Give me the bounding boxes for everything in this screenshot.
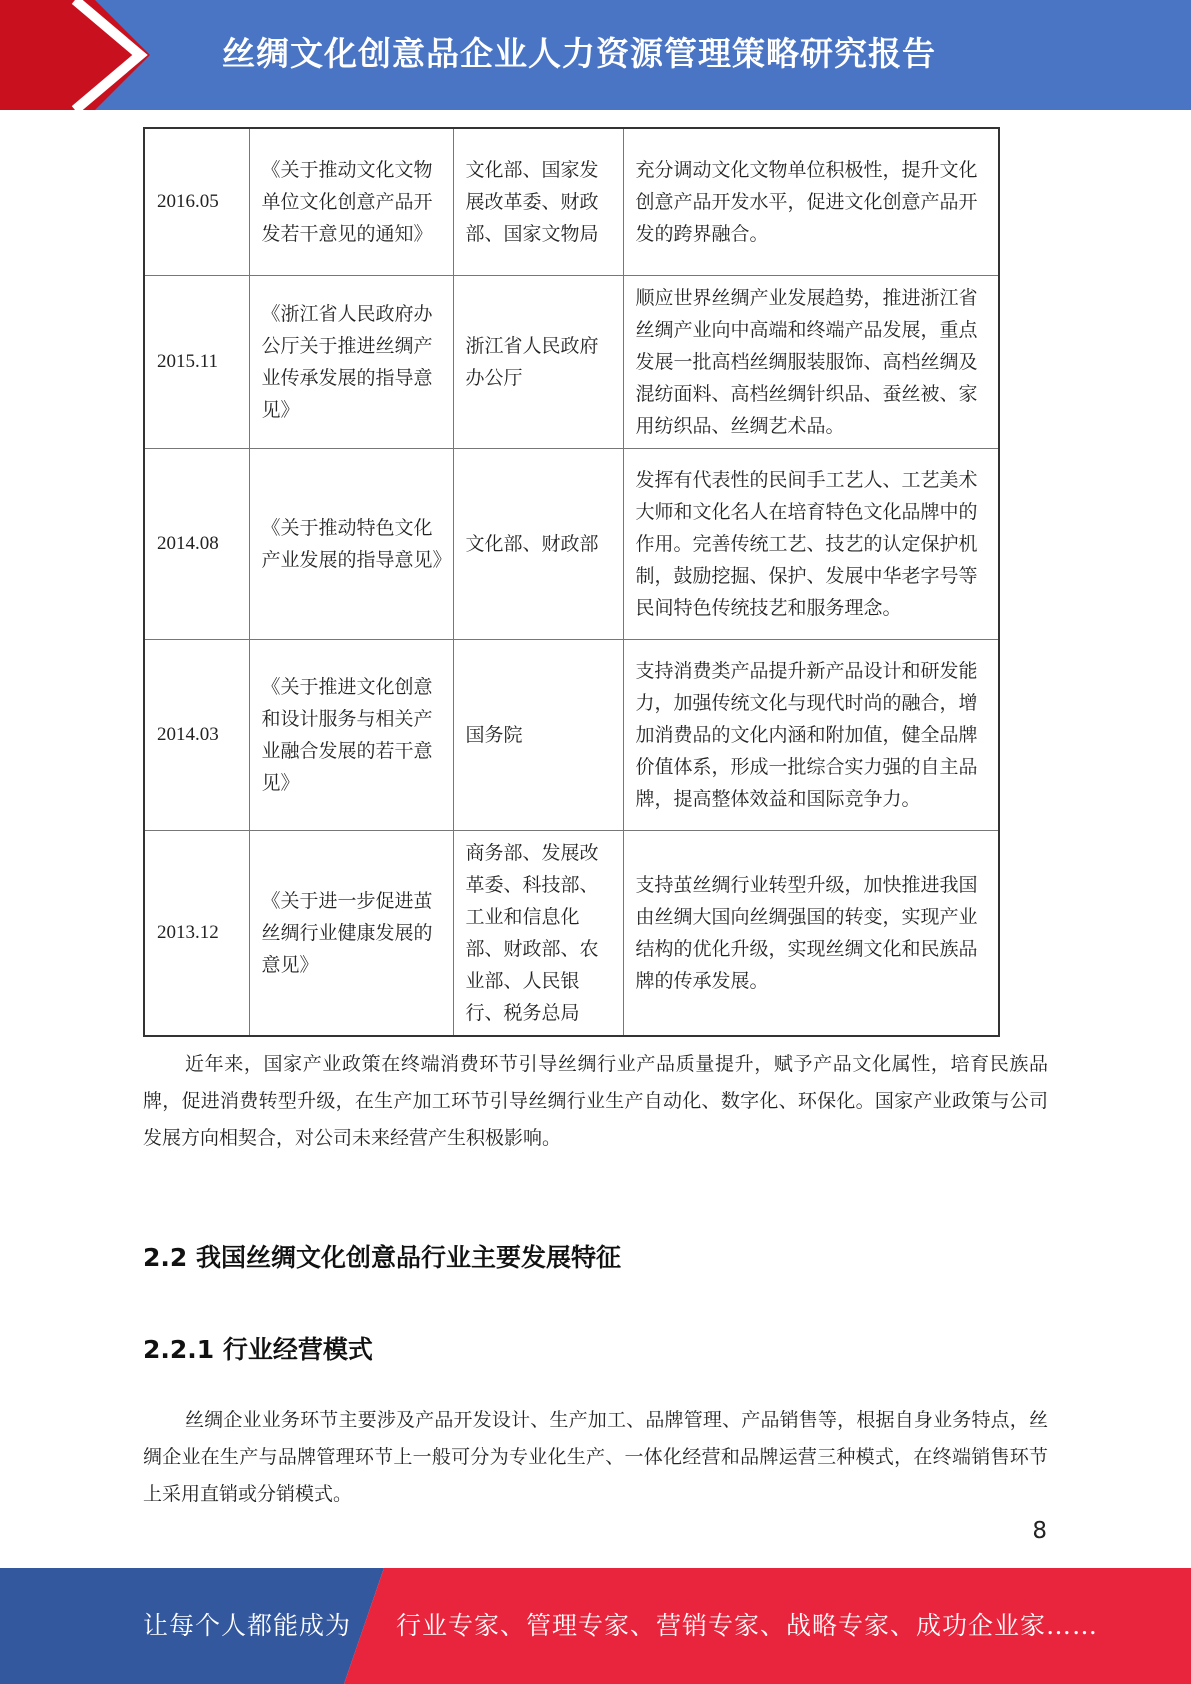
page-header (0, 0, 1191, 110)
policy-issuer: 国务院 (453, 640, 623, 831)
table-row (144, 449, 999, 640)
policy-title: 《关于进一步促进茧丝绸行业健康发展的意见》 (249, 831, 453, 1037)
policy-content: 发挥有代表性的民间手工艺人、工艺美术大师和文化名人在培育特色文化品牌中的作用。完善传统工艺、技艺的认定保护机制，鼓励挖掘、保护、发展中华老字号等民间特色传统技艺和服务理念。 (623, 449, 999, 640)
subsection-heading: 2.2.1 行业经营模式 (143, 1335, 373, 1364)
section-heading: 2.2 我国丝绸文化创意品行业主要发展特征 (143, 1243, 621, 1272)
body-paragraph: 丝绸企业业务环节主要涉及产品开发设计、生产加工、品牌管理、产品销售等，根据自身业务特点，丝绸企业在生产与品牌管理环节上一般可分为专业化生产、一体化经营和品牌运营三种模式，在终端销售环节上采用直销或分销模式。 (143, 1409, 1048, 1505)
page-number: 8 (1032, 1518, 1047, 1544)
policy-title: 《浙江省人民政府办公厅关于推进丝绸产业传承发展的指导意见》 (249, 276, 453, 449)
policy-date: 2013.12 (144, 831, 249, 1037)
policy-issuer: 文化部、国家发展改革委、财政部、国家文物局 (453, 128, 623, 276)
policy-issuer: 文化部、财政部 (453, 449, 623, 640)
policy-title: 《关于推进文化创意和设计服务与相关产业融合发展的若干意见》 (249, 640, 453, 831)
policy-content: 充分调动文化文物单位积极性，提升文化创意产品开发水平，促进文化创意产品开发的跨界融合。 (623, 128, 999, 276)
body-paragraph: 近年来，国家产业政策在终端消费环节引导丝绸行业产品质量提升，赋予产品文化属性，培育民族品牌，促进消费转型升级，在生产加工环节引导丝绸行业生产自动化、数字化、环保化。国家产业政策与公司发展方向相契合，对公司未来经营产生积极影响。 (143, 1053, 1048, 1149)
policy-content: 支持消费类产品提升新产品设计和研发能力，加强传统文化与现代时尚的融合，增加消费品的文化内涵和附加值，健全品牌价值体系，形成一批综合实力强的自主品牌，提高整体效益和国际竞争力。 (623, 640, 999, 831)
policy-date: 2015.11 (144, 276, 249, 449)
table-row (144, 831, 999, 1037)
table-row (144, 276, 999, 449)
policy-content: 顺应世界丝绸产业发展趋势，推进浙江省丝绸产业向中高端和终端产品发展，重点发展一批高档丝绸服装服饰、高档丝绸及混纺面料、高档丝绸针织品、蚕丝被、家用纺织品、丝绸艺术品。 (623, 276, 999, 449)
policy-issuer: 浙江省人民政府办公厅 (453, 276, 623, 449)
policy-title: 《关于推动文化文物单位文化创意产品开发若干意见的通知》 (249, 128, 453, 276)
page-footer (0, 1568, 1191, 1684)
table-row (144, 128, 999, 276)
red-chevron-decoration (0, 0, 150, 110)
footer-slogan-left: 让每个人都能成为 (143, 1611, 352, 1640)
table-row (144, 640, 999, 831)
policy-content: 支持茧丝绸行业转型升级，加快推进我国由丝绸大国向丝绸强国的转变，实现产业结构的优化升级，实现丝绸文化和民族品牌的传承发展。 (623, 831, 999, 1037)
policy-date: 2014.03 (144, 640, 249, 831)
policy-issuer: 商务部、发展改革委、科技部、工业和信息化部、财政部、农业部、人民银行、税务总局 (453, 831, 623, 1037)
policy-title: 《关于推动特色文化产业发展的指导意见》 (249, 449, 453, 640)
report-title: 丝绸文化创意品企业人力资源管理策略研究报告 (222, 34, 936, 73)
policy-table (143, 127, 1000, 1037)
footer-slogan-right: 行业专家、管理专家、营销专家、战略专家、成功企业家…… (396, 1611, 1099, 1640)
policy-date: 2016.05 (144, 128, 249, 276)
policy-date: 2014.08 (144, 449, 249, 640)
